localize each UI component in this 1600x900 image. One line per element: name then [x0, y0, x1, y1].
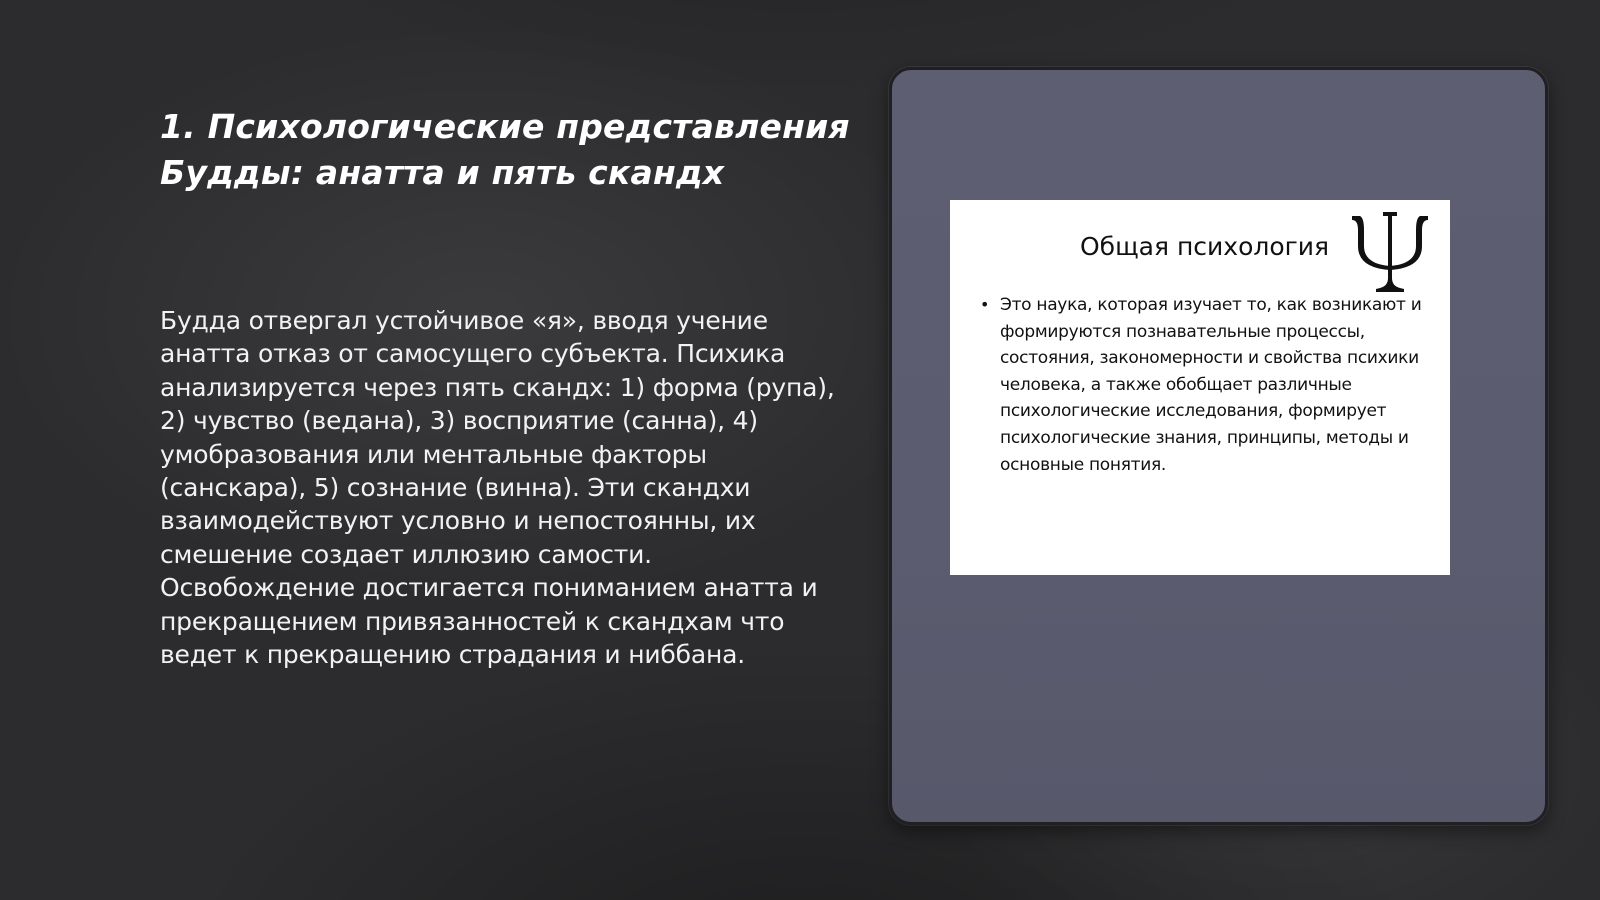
embedded-slide-image — [950, 200, 1450, 575]
list-item-text: Это наука, которая изучает то, как возникают и формируются познавательные процессы, состояния, закономерности и свойства психики человека, а также обобщает различные психологические исследования, формирует психологические знания, принципы, методы и основные понятия. — [1000, 295, 1422, 475]
psi-icon — [1350, 206, 1430, 296]
card-bullet-list — [978, 292, 1428, 478]
card-title: Общая психология — [1080, 232, 1330, 261]
bullet-marker: • — [980, 295, 990, 314]
list-item — [978, 292, 1428, 478]
slide-title: 1. Психологические представления Будды: анатта и пять скандх — [160, 107, 850, 192]
slide-body-text: Будда отвергал устойчивое «я», вводя учение анатта отказ от самосущего субъекта. Психика анализируется через пять скандх: 1) форма (рупа), 2) чувство (ведана), 3) восприятие (санна), 4) умобразования или ментальные факторы (санскара), 5) сознание (винна). Эти скандхи взаимодействуют условно и непостоянны, их смешение создает иллюзию самости. Освобождение достигается пониманием анатта и прекращением привязанностей к скандхам что ведет к прекращению страдания и ниббана. — [160, 306, 835, 670]
